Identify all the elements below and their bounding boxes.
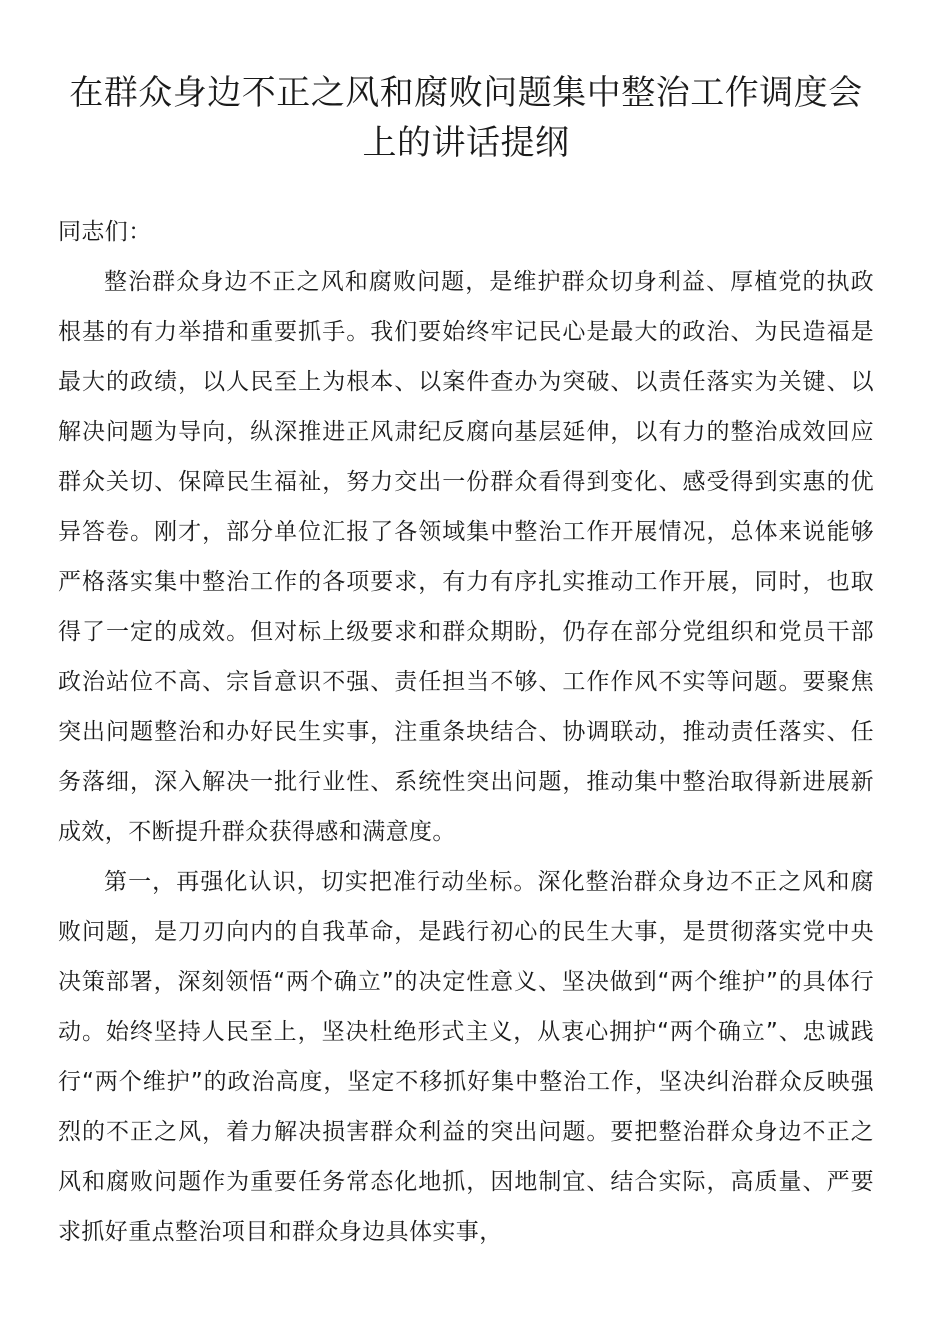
document-body <box>58 207 874 1257</box>
paragraph-intro: 整治群众身边不正之风和腐败问题，是维护群众切身利益、厚植党的执政根基的有力举措和重要抓手。我们要始终牢记民心是最大的政治、为民造福是最大的政绩，以人民至上为根本、以案件查办为突破、以责任落实为关键、以解决问题为导向，纵深推进正风肃纪反腐向基层延伸，以有力的整治成效回应群众关切、保障民生福祉，努力交出一份群众看得到变化、感受得到实惠的优异答卷。刚才，部分单位汇报了各领域集中整治工作开展情况，总体来说能够严格落实集中整治工作的各项要求，有力有序扎实推动工作开展，同时，也取得了一定的成效。但对标上级要求和群众期盼，仍存在部分党组织和党员干部政治站位不高、宗旨意识不强、责任担当不够、工作作风不实等问题。要聚焦突出问题整治和办好民生实事，注重条块结合、协调联动，推动责任落实、任务落细，深入解决一批行业性、系统性突出问题，推动集中整治取得新进展新成效，不断提升群众获得感和满意度。 <box>58 269 874 845</box>
salutation: 同志们： <box>58 219 152 245</box>
paragraph-first-point: 第一，再强化认识，切实把准行动坐标。深化整治群众身边不正之风和腐败问题，是刀刃向内的自我革命，是践行初心的民生大事，是贯彻落实党中央决策部署，深刻领悟“两个确立”的决定性意义、坚决做到“两个维护”的具体行动。始终坚持人民至上，坚决杜绝形式主义，从衷心拥护“两个确立”、忠诚践行“两个维护”的政治高度，坚定不移抓好集中整治工作，坚决纠治群众反映强烈的不正之风，着力解决损害群众利益的突出问题。要把整治群众身边不正之风和腐败问题作为重要任务常态化地抓，因地制宜、结合实际，高质量、严要求抓好重点整治项目和群众身边具体实事， <box>58 869 874 1245</box>
document-title: 在群众身边不正之风和腐败问题集中整治工作调度会上的讲话提纲 <box>69 73 863 163</box>
